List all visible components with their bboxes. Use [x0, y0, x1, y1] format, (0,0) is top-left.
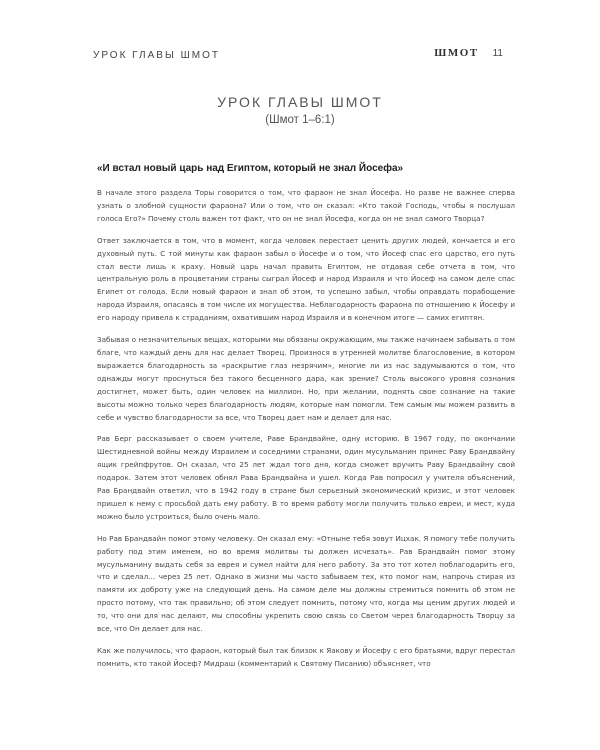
section-heading: «И встал новый царь над Египтом, который не знал Йосефа»	[97, 163, 404, 174]
paragraph: Как же получилось, что фараон, который был так близок к Яакову и Йосефу с его братьями, вдруг перестал помнить, кто такой Йосеф? Мидраш (комментарий к Святому Писанию) объясняет, что	[97, 646, 515, 668]
paragraph: Ответ заключается в том, что в момент, когда человек перестает ценить других людей, кончается и его духовный путь. С той минуты как фараон забыл о Йосефе и о том, что Йосеф спас его царство, его путь стал вести лишь к краху. Новый царь начал править Египтом, не отдавая себе отчета в том, что центральную роль в процветании страны сыграл Йосеф и народ Израиля и что Йосеф на самом деле спас Египет от голода. Если новый фараон и знал об этом, то успешно забыл, чтобы оправдать порабощение народа Израиля, опасаясь в том числе их могущества. Неблагодарность фараона по отношению к Йосефу и его народу привела к страданиям, охватившим народ Израиля и в конечном итоге — самих египтян.	[97, 235, 515, 323]
body-text	[97, 187, 515, 680]
paragraph: Но Рав Брандвайн помог этому человеку. Он сказал ему: «Отныне тебя зовут Ицхак. Я помогу тебе получить работу под этим именем, но во время молитвы ты должен исчезать». Рав Брандвайн помог этому мусульманину выдать себя за еврея и сумел найти для него работу. За это тот хотел поблагодарить его, что и сделал… через 25 лет. Однако в жизни мы часто забываем тех, кто помог нам, напрочь стирая из памяти их доброту уже на следующий день. На самом деле мы должны стремиться помнить об этом не просто потому, что так правильно; об этом следует помнить, потому что, когда мы ценим других людей и то, что они для нас делают, мы способны укрепить свою связь со Светом через благодарность Творцу за все, что Он делает для нас.	[97, 533, 515, 634]
chapter-subtitle: (Шмот 1–6:1)	[265, 114, 335, 126]
running-head-book-title: ШМОТ	[434, 47, 479, 59]
paragraph: Забывая о незначительных вещах, которыми мы обязаны окружающим, мы также начинаем забывать о том благе, что каждый день для нас делает Творец. Произнося в утренней молитве благословение, в котором выражается благодарность за «раскрытие глаз незрячим», многие ли из нас задумываются о том, что однажды могут проснуться без такого бесценного дара, как зрение? Столь высокого уровня сознания достигнет, может быть, один человек на миллион. Но, при желании, поднять свое сознание на такие высоты можно только через благодарность людям, которые нам помогли. Тем самым мы можем развить в себе и чувство благодарности за все, что Творец дает нам и делает для нас.	[97, 335, 515, 422]
paragraph: Рав Берг рассказывает о своем учителе, Раве Брандвайне, одну историю. В 1967 году, по окончании Шестидневной войны между Израилем и соседними странами, один мусульманин принес Раву Брандвайну ящик грейпфрутов. Он сказал, что 25 лет ждал того дня, когда сможет вручить Раву Брандвайну свой подарок. Затем этот человек обнял Рава Брандвайна и ушел. Когда Рав попросил у учителя объяснений, Рав Брандвайн ответил, что в 1942 году в стране был серьезный экономический кризис, и этот человек пришел к нему с просьбой дать ему работу. В то время работу могли получить только евреи, и мест, куда можно было устроиться, было очень мало.	[97, 434, 515, 521]
page-number: 11	[492, 48, 503, 59]
running-head-section: УРОК ГЛАВЫ ШМОТ	[93, 50, 220, 61]
paragraph: В начале этого раздела Торы говорится о том, что фараон не знал Йосефа. Но разве не важнее сперва узнать о злобной сущности фараона? Или о том, что он сказал: «Кто такой Господь, чтобы я послушал голоса Его?» Почему столь важен тот факт, что он не знал Йосефа, когда он не знал самого Творца?	[97, 188, 515, 223]
chapter-title: УРОК ГЛАВЫ ШМОТ	[217, 94, 383, 110]
running-head-right	[434, 47, 503, 59]
